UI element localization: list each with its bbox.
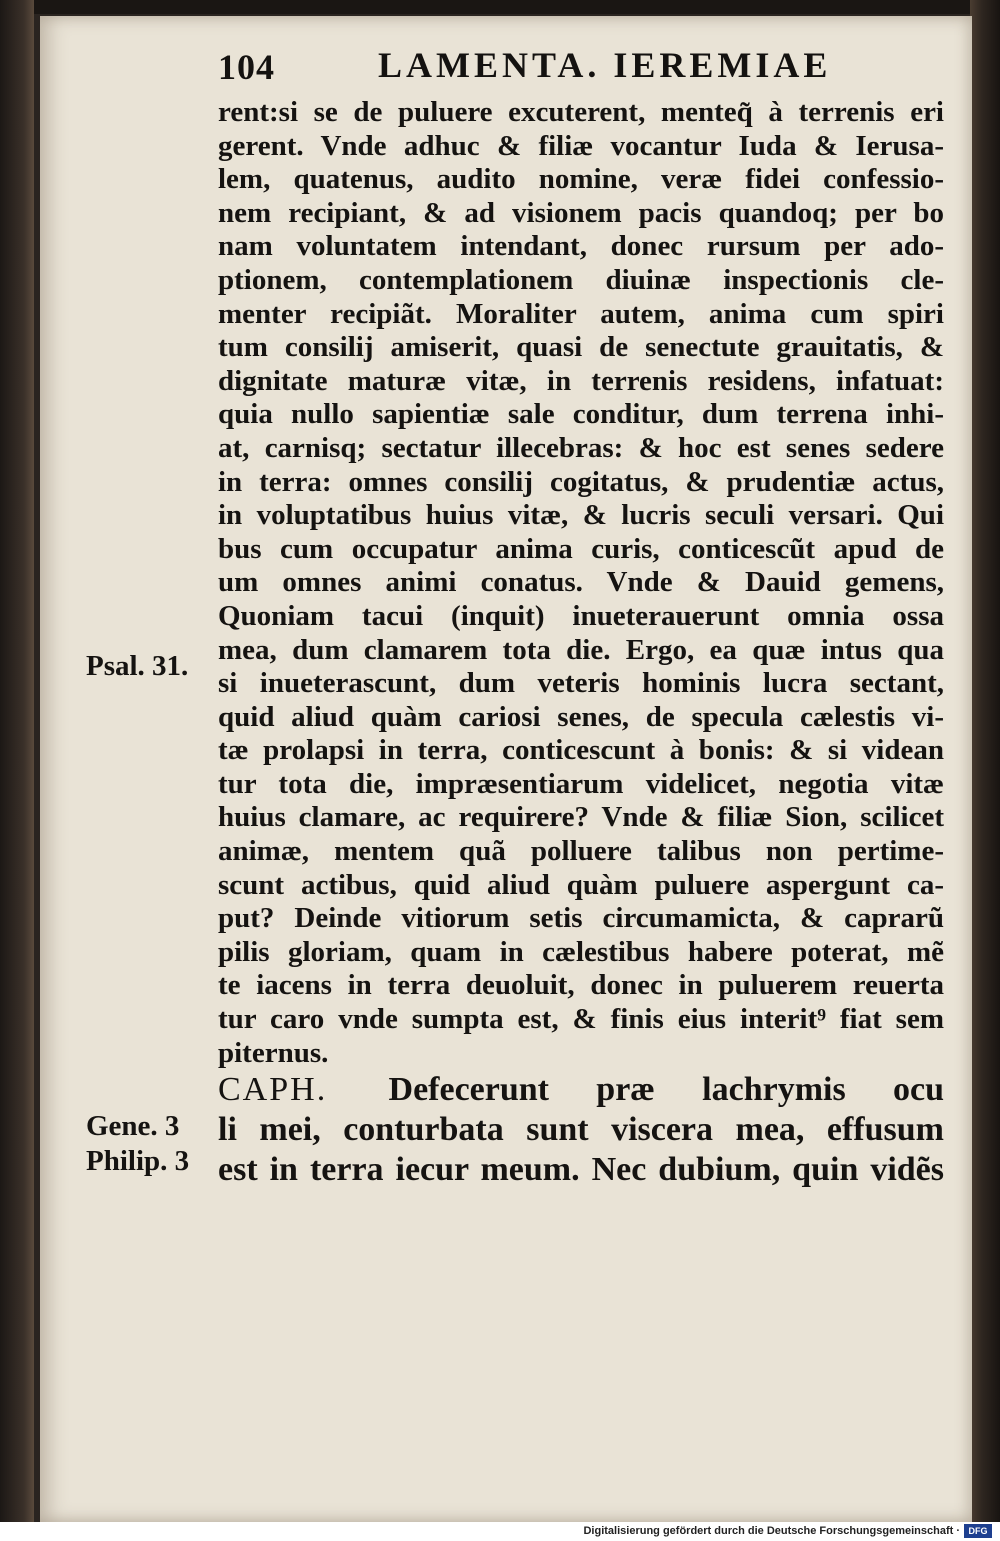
text-line: put? Deinde vitiorum setis circumamicta, & caprarũ: [218, 902, 944, 935]
margin-note-philippians: Philip. 3: [86, 1145, 190, 1177]
text-line: te iacens in terra deuoluit, donec in puluerem reuerta: [218, 969, 944, 1002]
caph-text: Defecerunt præ lachrymis ocu: [388, 1071, 944, 1109]
text-line: tum consilij amiserit, quasi de senectute grauitatis, &: [218, 331, 944, 364]
text-line: in terra: omnes consilij cogitatus, & prudentiæ actus,: [218, 465, 944, 498]
text-line: piternus.: [218, 1036, 329, 1069]
caph-line: est in terra iecur meum. Nec dubium, quin vidẽs: [218, 1151, 944, 1189]
book-edge-right: [970, 0, 1000, 1522]
text-line: huius clamare, ac requirere? Vnde & filiæ Sion, scilicet: [218, 801, 944, 834]
text-line: si inueterascunt, dum veteris hominis lucra sectant,: [218, 667, 944, 700]
caph-line: li mei, conturbata sunt viscera mea, effusum: [218, 1111, 944, 1149]
text-line: menter recipiãt. Moraliter autem, anima cum spiri: [218, 297, 944, 330]
dfg-logo: DFG: [964, 1524, 992, 1538]
text-line: tur tota die, impræsentiarum videlicet, negotia vitæ: [218, 767, 944, 800]
text-line: quid aliud quàm cariosi senes, de specula cælestis vi-: [218, 700, 944, 733]
book-edge-top: [0, 0, 1000, 14]
caph-label: CAPH.: [218, 1071, 328, 1109]
text-line: pilis gloriam, quam in cælestibus habere poterat, mẽ: [218, 935, 944, 968]
margin-note-psalm: Psal. 31.: [86, 650, 189, 682]
main-text-block: [218, 96, 944, 1190]
text-line: at, carnisq; sectatur illecebras: & hoc est senes sedere: [218, 431, 944, 464]
text-line: tæ prolapsi in terra, conticescunt à bonis: & si videan: [218, 734, 944, 767]
page-header: [218, 38, 938, 94]
text-line: dignitate maturæ vitæ, in terrenis residens, infatuat:: [218, 364, 944, 397]
page-number: 104: [218, 47, 275, 87]
digitization-footer: [0, 1522, 1000, 1541]
text-line: mea, dum clamarem tota die. Ergo, ea quæ intus qua: [218, 633, 944, 666]
text-line: scunt actibus, quid aliud quàm puluere aspergunt ca-: [218, 868, 944, 901]
text-line: Quoniam tacui (inquit) inueterauerunt omnia ossa: [218, 599, 944, 632]
text-line: quia nullo sapientiæ sale conditur, dum terrena inhi-: [218, 398, 944, 431]
text-line: animæ, mentem quã polluere talibus non pertime-: [218, 835, 944, 868]
footer-credit: Digitalisierung gefördert durch die Deutsche Forschungsgemeinschaft ·: [583, 1525, 960, 1537]
text-line: bus cum occupatur anima curis, conticescũt apud de: [218, 532, 944, 565]
text-line: rent:si se de puluere excuterent, menteq̃ à terrenis eri: [218, 96, 944, 128]
text-line: nem recipiant, & ad visionem pacis quandoq; per bo: [218, 196, 944, 229]
margin-note-genesis: Gene. 3: [86, 1110, 180, 1142]
book-edge-left: [0, 0, 34, 1522]
text-line: gerent. Vnde adhuc & filiæ vocantur Iuda & Ierusa-: [218, 129, 944, 162]
running-title: LAMENTA. IEREMIAE: [378, 45, 832, 85]
text-line: um omnes animi conatus. Vnde & Dauid gemens,: [218, 566, 944, 599]
text-line: nam voluntatem intendant, donec rursum per ado-: [218, 230, 944, 263]
text-line: lem, quatenus, audito nomine, veræ fidei confessio-: [218, 163, 944, 196]
text-line: in voluptatibus huius vitæ, & lucris seculi versari. Qui: [218, 499, 944, 532]
text-line: ptionem, contemplationem diuinæ inspectionis cle-: [218, 263, 944, 296]
text-line: tur caro vnde sumpta est, & finis eius interit⁹ fiat sem: [218, 1003, 944, 1036]
caph-heading-line: [218, 1070, 944, 1110]
